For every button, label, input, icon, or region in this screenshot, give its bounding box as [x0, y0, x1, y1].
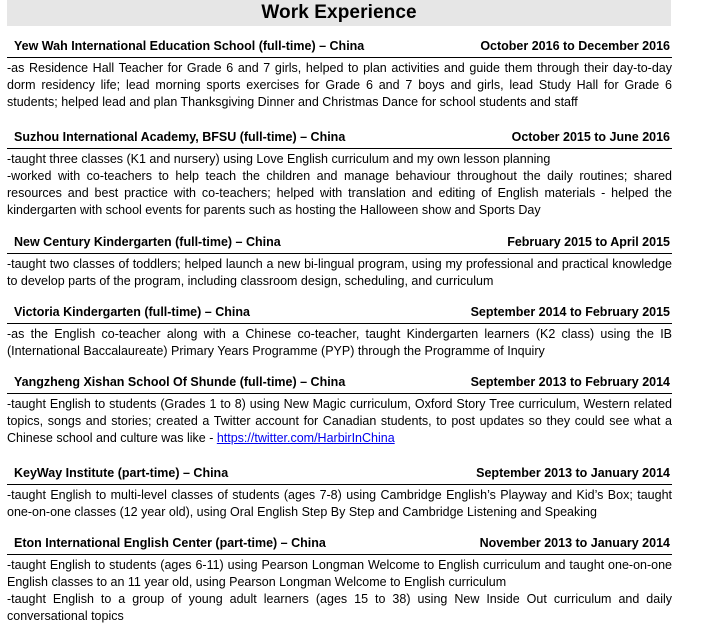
job-entry — [7, 37, 672, 111]
job-dates: February 2015 to April 2015 — [507, 235, 670, 249]
job-description — [7, 60, 672, 111]
job-dates: October 2015 to June 2016 — [511, 130, 670, 144]
job-description-paragraph — [7, 396, 672, 447]
job-description — [7, 151, 672, 219]
job-entry — [7, 464, 672, 521]
job-header — [7, 128, 672, 149]
twitter-link[interactable]: https://twitter.com/HarbirInChina — [216, 431, 395, 445]
job-description — [7, 256, 672, 290]
job-organization: Eton International English Center (part-time) – China — [14, 536, 326, 550]
job-entry — [7, 233, 672, 290]
job-organization: New Century Kindergarten (full-time) – China — [14, 235, 281, 249]
job-description-paragraph: -taught English to a group of young adult learners (ages 15 to 38) using New Inside Out curriculum and daily conversational topics — [7, 592, 672, 623]
job-organization: Yew Wah International Education School (full-time) – China — [14, 39, 365, 53]
job-description — [7, 487, 672, 521]
job-header — [7, 373, 672, 394]
job-organization: Yangzheng Xishan School Of Shunde (full-time) – China — [14, 375, 346, 389]
job-dates: October 2016 to December 2016 — [480, 39, 670, 53]
job-organization: Victoria Kindergarten (full-time) – China — [14, 305, 250, 319]
job-header — [7, 464, 672, 485]
job-header — [7, 534, 672, 555]
section-header — [7, 0, 671, 26]
job-description-paragraph: -taught two classes of toddlers; helped launch a new bi-lingual program, using my professional and practical knowledge to develop parts of the program, including classroom design, scheduling, and curriculum — [7, 257, 672, 288]
job-description-paragraph: -as Residence Hall Teacher for Grade 6 and 7 girls, helped to plan activities and guide them through their day-to-day dorm residency life; lead morning sports exercises for Grade 6 and 7 boys and girls, lead Study Hall for Grade 6 students; helped lead and plan Thanksgiving Dinner and Christmas Dance for school students and staff — [7, 61, 672, 109]
job-description-paragraph: -taught three classes (K1 and nursery) using Love English curriculum and my own lesson planning — [7, 152, 551, 166]
job-header — [7, 303, 672, 324]
job-description-paragraph: -as the English co-teacher along with a Chinese co-teacher, taught Kindergarten learners (K2 class) using the IB (International Baccalaureate) Primary Years Programme (PYP) through the Programme of Inquiry — [7, 327, 672, 358]
section-title: Work Experience — [261, 2, 417, 23]
job-description-text: -taught English to students (Grades 1 to 8) using New Magic curriculum, Oxford Story Tree curriculum, Western related topics, songs and stories; created a Twitter account for Canadian students, to post updates so they could see what a Chinese school and culture was like - — [7, 397, 672, 445]
job-header — [7, 233, 672, 254]
job-organization: KeyWay Institute (part-time) – China — [14, 466, 229, 480]
job-dates: September 2014 to February 2015 — [470, 305, 670, 319]
job-description-paragraph: -worked with co-teachers to help teach the children and manage behaviour throughout the daily routines; shared resources and best practice with co-teachers; helped with translation and editing of English materials - helped the kindergarten with school events for parents such as hosting the Halloween show and Sports Day — [7, 169, 672, 217]
job-dates: September 2013 to February 2014 — [470, 375, 670, 389]
job-description-paragraph: -taught English to students (ages 6-11) using Pearson Longman Welcome to English curriculum and taught one-on-one English classes to an 11 year old, using Pearson Longman Welcome to English curriculum — [7, 558, 672, 589]
job-entry — [7, 373, 672, 447]
job-entry — [7, 128, 672, 219]
job-entry — [7, 303, 672, 360]
job-entry — [7, 534, 672, 625]
job-header — [7, 37, 672, 58]
job-description — [7, 396, 672, 447]
job-dates: November 2013 to January 2014 — [479, 536, 670, 550]
job-description-paragraph: -taught English to multi-level classes of students (ages 7-8) using Cambridge English’s Playway and Kid’s Box; taught one-on-one classes (12 year old), using Oral English Step By Step and Cambridge Listening and Speaking — [7, 488, 672, 519]
job-organization: Suzhou International Academy, BFSU (full-time) – China — [14, 130, 346, 144]
job-description — [7, 326, 672, 360]
job-description — [7, 557, 672, 625]
job-dates: September 2013 to January 2014 — [476, 466, 670, 480]
